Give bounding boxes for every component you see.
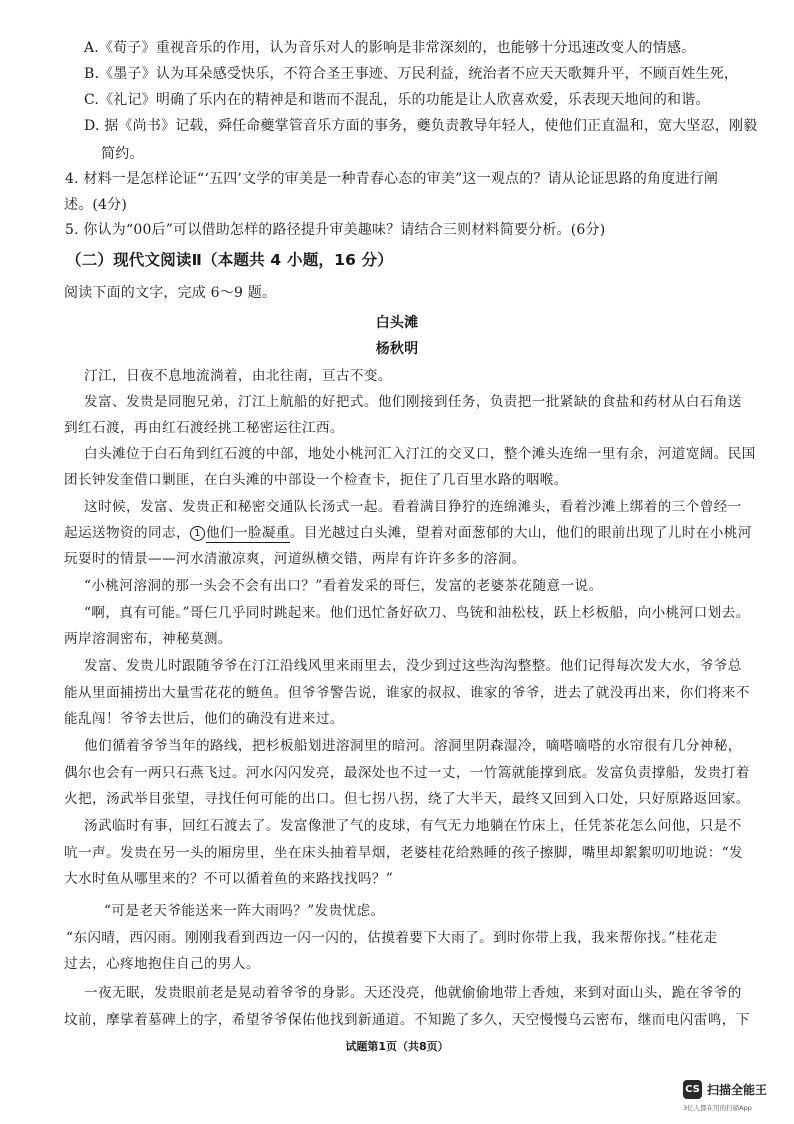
story-line-segment: 。目光越过白头滩，望着对面葱郁的大山，他们的眼前出现了儿时在小桃河 [289, 525, 752, 541]
circled-number-1-icon: 1 [190, 526, 205, 541]
story-line: “啊，真有可能。”哥仨几乎同时跳起来。他们迅忙备好砍刀、鸟铳和油松枝，跃上杉板船，向小桃河口划去。 [84, 605, 750, 621]
story-line: 团长钟发奎借口剿匪，在白头滩的中部设一个检查卡，扼住了几百里水路的咽喉。 [64, 472, 568, 488]
story-line: “可是老天爷能送来一阵大雨吗？”发贵忧虑。 [104, 903, 385, 919]
story-line: 能从里面捕捞出大量雪花花的鲢鱼。但爷爷警告说，谁家的叔叔、谁家的爷爷，进去了就没再出来，你们将来不 [64, 685, 750, 701]
section-heading: （二）现代文阅读Ⅱ（本题共 4 小题，16 分） [66, 251, 394, 269]
question-4-continued: 述。(4分) [64, 197, 128, 213]
option-d: D. 据《尚书》记载，舜任命夔掌管音乐方面的事务，夔负责教导年轻人，使他们正直温和，宽大坚忍，刚毅 [84, 118, 758, 134]
story-line: 发富、发贵是同胞兄弟，汀江上航船的好把式。他们刚接到任务，负责把一批紧缺的食盐和药材从白石角送 [84, 394, 742, 410]
story-title: 白头滩 [375, 315, 419, 331]
story-line: 这时候，发富、发贵正和秘密交通队长汤式一起。看着满目狰狞的连绵滩头，看着沙滩上绑着的三个曾经一 [84, 499, 742, 515]
story-line: 汀江，日夜不息地流淌着，由北往南，亘古不变。 [84, 368, 392, 384]
story-line: 过去，心疼地抱住自己的男人。 [64, 956, 260, 972]
story-line: 坟前，摩挲着墓碑上的字，希望爷爷保佑他找到新通道。不知跪了多久，天空慢慢乌云密布，继而电闪雷鸣，下 [64, 1012, 750, 1028]
story-line: 火把，汤武举目张望，寻找任何可能的出口。但七拐八拐，绕了大半天，最终又回到入口处，只好原路返回家。 [64, 791, 750, 807]
story-line: 能乱闯！爷爷去世后，他们的确没有进来过。 [64, 711, 344, 727]
story-line: 两岸溶洞密布，神秘莫测。 [64, 631, 232, 647]
camscanner-logo-icon: CS [683, 1080, 702, 1099]
story-line: 偶尔也会有一两只石燕飞过。河水闪闪发亮，最深处也不过一丈，一竹篙就能撑到底。发富负责撑船，发贵打着 [64, 765, 750, 781]
story-line: 玩耍时的情景——河水清澈凉爽，河道纵横交错，两岸有许许多多的溶洞。 [64, 551, 526, 567]
scanner-watermark [683, 1079, 793, 1119]
story-line: “小桃河溶洞的那一头会不会有出口？”看着发采的哥仨，发富的老婆茶花随意一说。 [84, 578, 603, 594]
story-line: 白头滩位于白石角到红石渡的中部，地处小桃河汇入汀江的交叉口，整个滩头连绵一里有余，河道宽阔。民国 [84, 446, 756, 462]
story-author: 杨秋明 [375, 341, 419, 357]
story-line: 他们循着爷爷当年的路线，把杉板船划进溶洞里的暗河。溶洞里阴森湿冷，嘀嗒嘀嗒的水帘很有几分神秘， [84, 738, 742, 754]
option-c: C.《礼记》明确了乐内在的精神是和谐而不混乱，乐的功能是让人欣喜欢爱，乐表现天地间的和谐。 [84, 92, 710, 108]
option-d-continued: 简约。 [101, 146, 144, 162]
story-line-with-marker [64, 523, 752, 543]
section-instruction: 阅读下面的文字，完成 6～9 题。 [64, 285, 277, 301]
story-line: 到红石渡，再由红石渡经挑工秘密运往江西。 [64, 420, 344, 436]
question-5: 5. 你认为“00后”可以借助怎样的路径提升审美趣味？请结合三则材料简要分析。(6分) [65, 222, 606, 238]
story-line-segment: 起运送物资的同志， [64, 525, 190, 541]
option-b: B.《墨子》认为耳朵感受快乐，不符合圣王事迹、万民利益，统治者不应天天歌舞升平，不顾百姓生死， [84, 66, 739, 82]
option-a: A.《荀子》重视音乐的作用，认为音乐对人的影响是非常深刻的，也能够十分迅速改变人的情感。 [84, 40, 696, 56]
story-line: “东闪晴，西闪雨。刚刚我看到西边一闪一闪的，估摸着要下大雨了。到时你带上我，我来帮你找。”桂花走 [66, 930, 718, 946]
story-line: 发富、发贵儿时跟随爷爷在汀江沿线风里来雨里去，没少到过这些沟沟整整。他们记得每次发大水，爷爷总 [84, 658, 742, 674]
question-4: 4. 材料一是怎样论证“‘五四’文学的审美是一种青春心态的审美”这一观点的？请从论证思路的角度进行阐 [65, 171, 719, 187]
watermark-app-name: 扫描全能王 [707, 1083, 768, 1097]
story-line: 吭一声。发贵在另一头的厢房里，坐在床头抽着旱烟，老婆桂花给熟睡的孩子擦脚，嘴里却絮絮叨叨地说：“发 [64, 845, 744, 861]
watermark-tagline: 3亿人都在用的扫描App [683, 1104, 752, 1112]
story-line: 大水时鱼从哪里来的？不可以循着鱼的来路找找吗？” [64, 871, 394, 887]
underlined-sentence: 他们一脸凝重 [205, 525, 290, 541]
page-footer: 试题第1页（共8页） [345, 1040, 449, 1053]
story-line: 汤武临时有事，回红石渡去了。发富像泄了气的皮球，有气无力地躺在竹床上，任凭茶花怎么问他，只是不 [84, 818, 742, 834]
story-line: 一夜无眠，发贵眼前老是晃动着爷爷的身影。天还没亮，他就偷偷地带上香烛，来到对面山头，跪在爷爷的 [84, 985, 742, 1001]
